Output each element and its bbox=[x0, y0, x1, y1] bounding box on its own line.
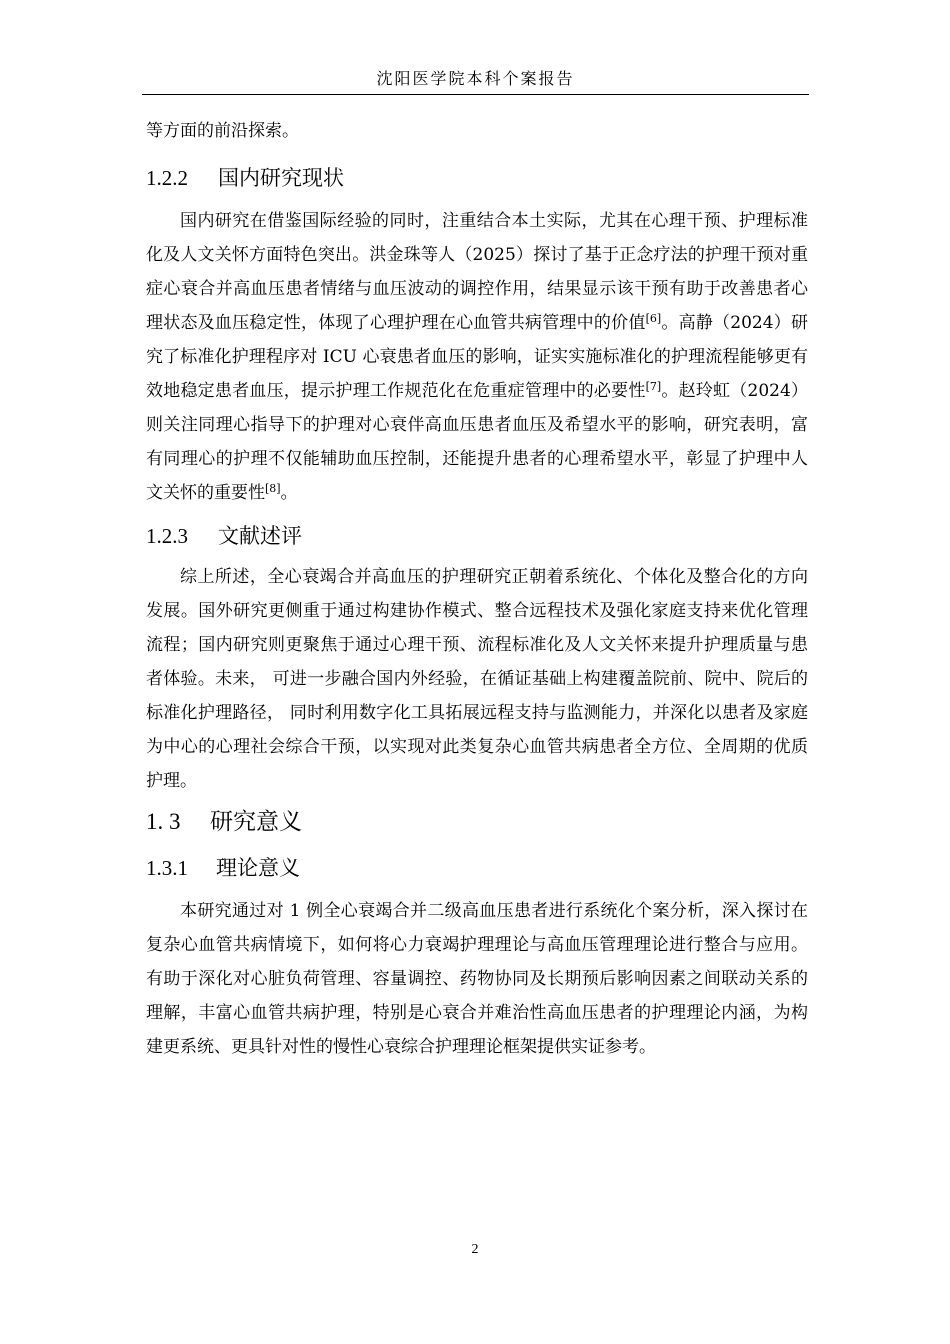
heading-1-3-1 bbox=[146, 848, 808, 888]
heading-title: 研究意义 bbox=[210, 809, 302, 835]
paragraph-text: 。赵玲虹（2024）则关注同理心指导下的护理对心衰伴高血压患者血压及希望水平的影响，研究表明，富有同理心的护理不仅能辅助血压控制，还能提升患者的心理希望水平，彰显了护理中人文关怀的重要性 bbox=[146, 381, 809, 503]
citation: [8] bbox=[265, 482, 281, 495]
page-header bbox=[142, 68, 809, 95]
heading-number: 1. 3 bbox=[146, 809, 181, 834]
heading-1-2-3 bbox=[146, 516, 808, 556]
heading-1-3 bbox=[146, 800, 808, 844]
heading-number: 1.2.2 bbox=[146, 166, 188, 190]
paragraph-theoretical-significance: 本研究通过对 1 例全心衰竭合并二级高血压患者进行系统化个案分析，深入探讨在复杂心血管共病情境下，如何将心力衰竭护理理论与高血压管理理论进行整合与应用。有助于深化对心脏负荷管理、容量调控、药物协同及长期预后影响因素之间联动关系的理解，丰富心血管共病护理，特别是心衰合并难治性高血压患者的护理理论内涵，为构建更系统、更具针对性的慢性心衰综合护理理论框架提供实证参考。 bbox=[146, 901, 808, 1057]
paragraph-text: 国内研究在借鉴国际经验的同时，注重结合本土实际，尤其在心理干预、护理标准化及人文关怀方面特色突出。洪金珠等人（2025）探讨了基于正念疗法的护理干预对重症心衰合并高血压患者情绪与血压波动的调控作用，结果显示该干预有助于改善患者心理状态及血压稳定性，体现了心理护理在心血管共病管理中的价值 bbox=[146, 211, 808, 333]
page-number: 2 bbox=[471, 1242, 479, 1257]
header-title: 沈阳医学院本科个案报告 bbox=[376, 69, 575, 88]
document-body bbox=[146, 114, 808, 1064]
paragraph-text: 。 bbox=[280, 483, 298, 503]
citation: [6] bbox=[645, 312, 662, 325]
heading-title: 理论意义 bbox=[216, 856, 300, 880]
heading-1-2-2 bbox=[146, 158, 808, 198]
intro-line: 等方面的前沿探索。 bbox=[146, 121, 299, 141]
citation: [7] bbox=[645, 380, 662, 393]
paragraph-literature-review: 综上所述，全心衰竭合并高血压的护理研究正朝着系统化、个体化及整合化的方向发展。国外研究更侧重于通过构建协作模式、整合远程技术及强化家庭支持来优化管理流程；国内研究则更聚焦于通过心理干预、流程标准化及人文关怀来提升护理质量与患者体验。未来， 可进一步融合国内外经验，在循证基础上构建覆盖院前、院中、院后的标准化护理路径， 同时利用数字化工具拓展远程支持与监测能力，并深化以患者及家庭为中心的心理社会综合干预，以实现对此类复杂心血管共病患者全方位、全周期的优质护理。 bbox=[146, 567, 808, 791]
heading-number: 1.2.3 bbox=[146, 524, 188, 548]
heading-number: 1.3.1 bbox=[146, 856, 188, 880]
paragraph-text: 。高静（2024）研究了标准化护理程序对 ICU 心衰患者血压的影响，证实实施标准化的护理流程能够更有效地稳定患者血压，提示护理工作规范化在危重症管理中的必要性 bbox=[146, 313, 809, 401]
paragraph-domestic-research bbox=[146, 204, 808, 510]
heading-title: 国内研究现状 bbox=[218, 166, 344, 190]
heading-title: 文献述评 bbox=[218, 524, 302, 548]
